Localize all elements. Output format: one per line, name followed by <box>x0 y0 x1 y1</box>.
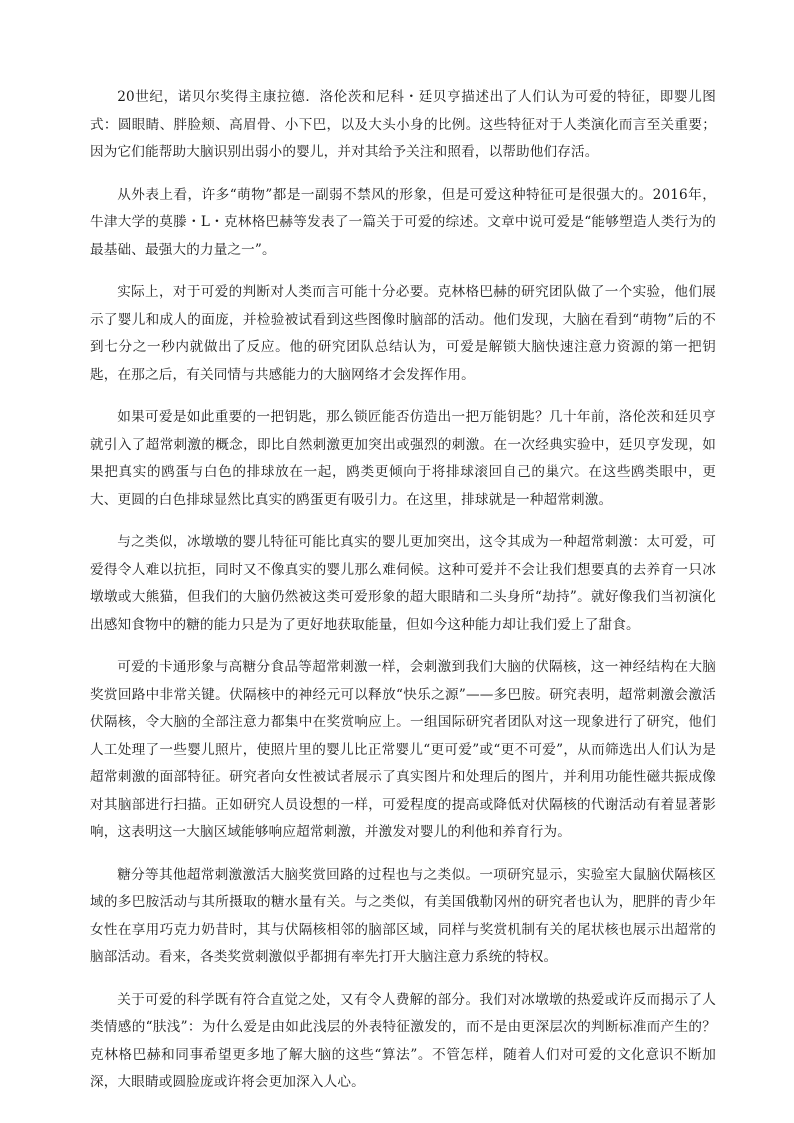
paragraph-2: 从外表上看，许多“萌物”都是一副弱不禁风的形象，但是可爱这种特征可是很强大的。2016年，牛津大学的莫滕・L・克林格巴赫等发表了一篇关于可爱的综述。文章中说可爱是“能够塑造人类行为的最基础、最强大的力量之一”。 <box>90 186 716 258</box>
paragraph-8: 关于可爱的科学既有符合直觉之处，又有令人费解的部分。我们对冰墩墩的热爱或许反而揭示了人类情感的“肤浅”：为什么爱是由如此浅层的外表特征激发的，而不是由更深层次的判断标准而产生的？克林格巴赫和同事希望更多地了解大脑的这些“算法”。不管怎样，随着人们对可爱的文化意识不断加深，大眼睛或圆脸庞或许将会更加深入人心。 <box>90 991 716 1090</box>
paragraph-3: 实际上，对于可爱的判断对人类而言可能十分必要。克林格巴赫的研究团队做了一个实验，他们展示了婴儿和成人的面庞，并检验被试看到这些图像时脑部的活动。他们发现，大脑在看到“萌物”后的不到七分之一秒内就做出了反应。他的研究团队总结认为，可爱是解锁大脑快速注意力资源的第一把钥匙，在那之后，有关同情与共感能力的大脑网络才会发挥作用。 <box>90 284 716 383</box>
paragraph-7: 糖分等其他超常刺激激活大脑奖赏回路的过程也与之类似。一项研究显示，实验室大鼠脑伏隔核区域的多巴胺活动与其所摄取的糖水量有关。与之类似，有美国俄勒冈州的研究者也认为，肥胖的青少年女性在享用巧克力奶昔时，其与伏隔核相邻的脑部区域，同样与奖赏机制有关的尾状核也展示出超常的脑部活动。看来，各类奖赏刺激似乎都拥有率先打开大脑注意力系统的特权。 <box>90 866 716 965</box>
paragraph-4: 如果可爱是如此重要的一把钥匙，那么锁匠能否仿造出一把万能钥匙？几十年前，洛伦茨和廷贝亨就引入了超常刺激的概念，即比自然刺激更加突出或强烈的刺激。在一次经典实验中，廷贝亨发现，如果把真实的鸥蛋与白色的排球放在一起，鸥类更倾向于将排球滚回自己的巢穴。在这些鸥类眼中，更大、更圆的白色排球显然比真实的鸥蛋更有吸引力。在这里，排球就是一种超常刺激。 <box>90 409 716 508</box>
paragraph-5: 与之类似，冰墩墩的婴儿特征可能比真实的婴儿更加突出，这令其成为一种超常刺激：太可爱，可爱得令人难以抗拒，同时又不像真实的婴儿那么难伺候。这种可爱并不会让我们想要真的去养育一只冰墩墩或大熊猫，但我们的大脑仍然被这类可爱形象的超大眼睛和二头身所“劫持”。就好像我们当初演化出感知食物中的糖的能力只是为了更好地获取能量，但如今这种能力却让我们爱上了甜食。 <box>90 534 716 633</box>
paragraph-6: 可爱的卡通形象与高糖分食品等超常刺激一样，会刺激到我们大脑的伏隔核，这一神经结构在大脑奖赏回路中非常关键。伏隔核中的神经元可以释放“快乐之源”——多巴胺。研究表明，超常刺激会激活伏隔核，令大脑的全部注意力都集中在奖赏响应上。一组国际研究者团队对这一现象进行了研究，他们人工处理了一些婴儿照片，使照片里的婴儿比正常婴儿“更可爱”或“更不可爱”，从而筛选出人们认为是超常刺激的面部特征。研究者向女性被试者展示了真实图片和处理后的图片，并利用功能性磁共振成像对其脑部进行扫描。正如研究人员设想的一样，可爱程度的提高或降低对伏隔核的代谢活动有着显著影响，这表明这一大脑区域能够响应超常刺激，并激发对婴儿的利他和养育行为。 <box>90 659 716 840</box>
article-body <box>90 84 716 1112</box>
paragraph-1: 20世纪，诺贝尔奖得主康拉德．洛伦茨和尼科・廷贝亨描述出了人们认为可爱的特征，即婴儿图式：圆眼睛、胖脸颊、高眉骨、小下巴，以及大头小身的比例。这些特征对于人类演化而言至关重要；因为它们能帮助大脑识别出弱小的婴儿，并对其给予关注和照看，以帮助他们存活。 <box>90 89 716 160</box>
